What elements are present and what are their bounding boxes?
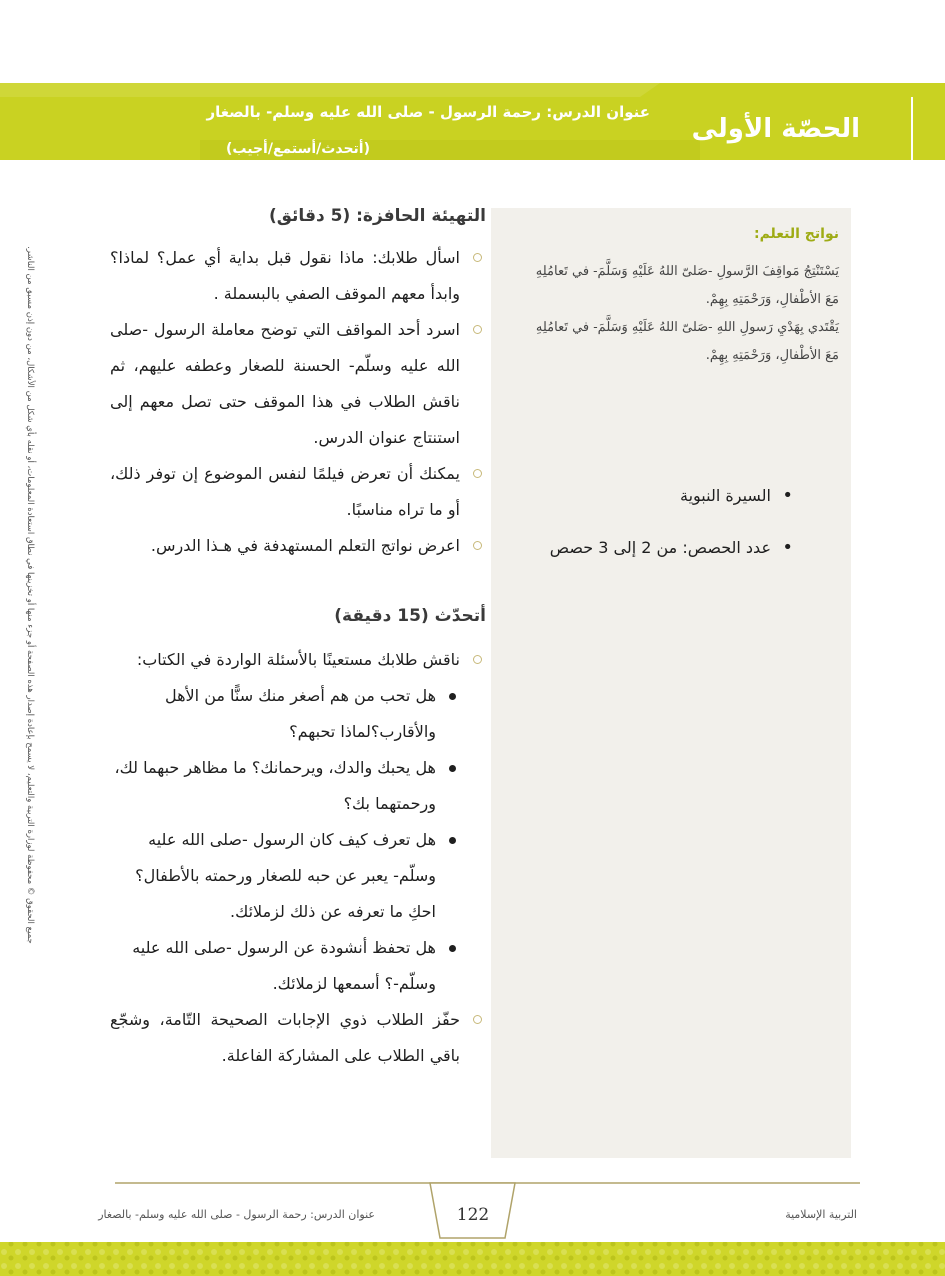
- warmup-title: التهيئة الحافزة: (5 دقائق): [268, 206, 486, 226]
- speak-intro: ناقش طلابك مستعينًا بالأسئلة الواردة في الكتاب: هل تحب من هم أصغر منك سنًّا من الأهل والأقارب؟لماذا تحبهم؟ هل يحبك والدك، ويرحمانك؟ ما مظاهر حبهما لك، ورحمتهما بك؟ هل تعرف كيف كان الرسول -صلى الله عليه وسلّم- يعبر عن حبه للصغار ورحمته بالأطفال؟ احكِ ما تعرفه عن ذلك لزملائك. هل تحفظ أنشودة عن الرسول -صلى الله عليه وسلّم-؟ أسمعها لزملائك.: [110, 642, 486, 1002]
- header-band: [0, 0, 945, 200]
- warmup-list: [110, 240, 486, 564]
- dot-bullet-icon: [449, 945, 456, 952]
- questions-list: [110, 678, 460, 1002]
- question-item: هل تعرف كيف كان الرسول -صلى الله عليه وسلّم- يعبر عن حبه للصغار ورحمته بالأطفال؟ احكِ ما تعرفه عن ذلك لزملائك.: [110, 822, 460, 930]
- unit-name: • السيرة النبوية: [513, 470, 793, 522]
- sessions-count: • عدد الحصص: من 2 إلى 3 حصص: [513, 522, 793, 574]
- speak-list: [110, 642, 486, 1074]
- question-item: هل تحب من هم أصغر منك سنًّا من الأهل والأقارب؟لماذا تحبهم؟: [110, 678, 460, 750]
- copyright-note: [20, 170, 40, 1020]
- question-item: هل تحفظ أنشودة عن الرسول -صلى الله عليه وسلّم-؟ أسمعها لزملائك.: [110, 930, 460, 1002]
- warmup-item: اسأل طلابك: ماذا نقول قبل بداية أي عمل؟ لماذا؟ وابدأ معهم الموقف الصفي بالبسملة .: [110, 240, 486, 312]
- learning-outcomes-panel: [491, 208, 851, 1158]
- speak-title: أتحدّث (15 دقيقة): [334, 606, 486, 626]
- dot-bullet-icon: [449, 765, 456, 772]
- footer-subject: التربية الإسلامية: [785, 1208, 857, 1221]
- session-title: الحصّة الأولى: [691, 114, 860, 144]
- footer: [0, 1150, 945, 1276]
- copyright-text: جميع الحقوق © محفوظة لوزارة التربية والتعليم، لا يسمح بإعادة إصدار هذه الصفحة أو جزء منها أو تخزينها في نطاق استعادة المعلومات، أو نقله بأي شكل من الأشكال، من دون إذن مسبق من الناشر.: [25, 246, 35, 944]
- outcome-item: يَسْتَنْتِجُ مَواقِفَ الرَّسولِ -صَلىّ اللهُ عَلَيْهِ وَسَلَّمَ- في تَعامُلِهِ مَعَ الأطْفالِ، وَرَحْمَتِهِ بِهِمْ.: [535, 264, 839, 307]
- speak-closing: حفّز الطلاب ذوي الإجابات الصحيحة التّامة، وشجّع باقي الطلاب على المشاركة الفاعلة.: [110, 1002, 486, 1074]
- header-shape: [0, 0, 945, 200]
- question-item: هل يحبك والدك، ويرحمانك؟ ما مظاهر حبهما لك، ورحمتهما بك؟: [110, 750, 460, 822]
- circle-bullet-icon: [473, 541, 482, 550]
- circle-bullet-icon: [473, 655, 482, 664]
- circle-bullet-icon: [473, 325, 482, 334]
- lesson-title: عنوان الدرس: رحمة الرسول - صلى الله عليه وسلم- بالصغار: [206, 103, 650, 121]
- footer-lesson-title: عنوان الدرس: رحمة الرسول - صلى الله عليه وسلم- بالصغار: [98, 1208, 375, 1221]
- circle-bullet-icon: [473, 253, 482, 262]
- outcomes-heading: نواتج التعلم:: [753, 226, 839, 242]
- circle-bullet-icon: [473, 1015, 482, 1024]
- warmup-item: يمكنك أن تعرض فيلمًا لنفس الموضوع إن توفر ذلك، أو ما تراه مناسبًا.: [110, 456, 486, 528]
- outcome-item: يَقْتَدي بِهَدْيِ رَسولِ اللهِ -صَلىّ اللهُ عَلَيْهِ وَسَلَّمَ- في تَعامُلِهِ مَعَ الأطْفالِ، وَرَحْمَتِهِ بِهِمْ.: [535, 320, 839, 363]
- dot-bullet-icon: [449, 837, 456, 844]
- circle-bullet-icon: [473, 469, 482, 478]
- warmup-item: اعرض نواتج التعلم المستهدفة في هـذا الدرس.: [110, 528, 486, 564]
- dot-bullet-icon: [449, 693, 456, 700]
- skills-label: (أتحدث/أستمع/أجيب): [226, 141, 370, 157]
- lesson-info-list: [513, 470, 793, 574]
- page-number: 122: [456, 1205, 490, 1225]
- outcomes-list: [519, 258, 839, 370]
- warmup-item: اسرد أحد المواقف التي توضح معاملة الرسول -صلى الله عليه وسلّم- الحسنة للصغار وعطفه عليهم، ثم ناقش الطلاب في هذا الموقف حتى تصل معهم إلى استنتاج عنوان الدرس.: [110, 312, 486, 456]
